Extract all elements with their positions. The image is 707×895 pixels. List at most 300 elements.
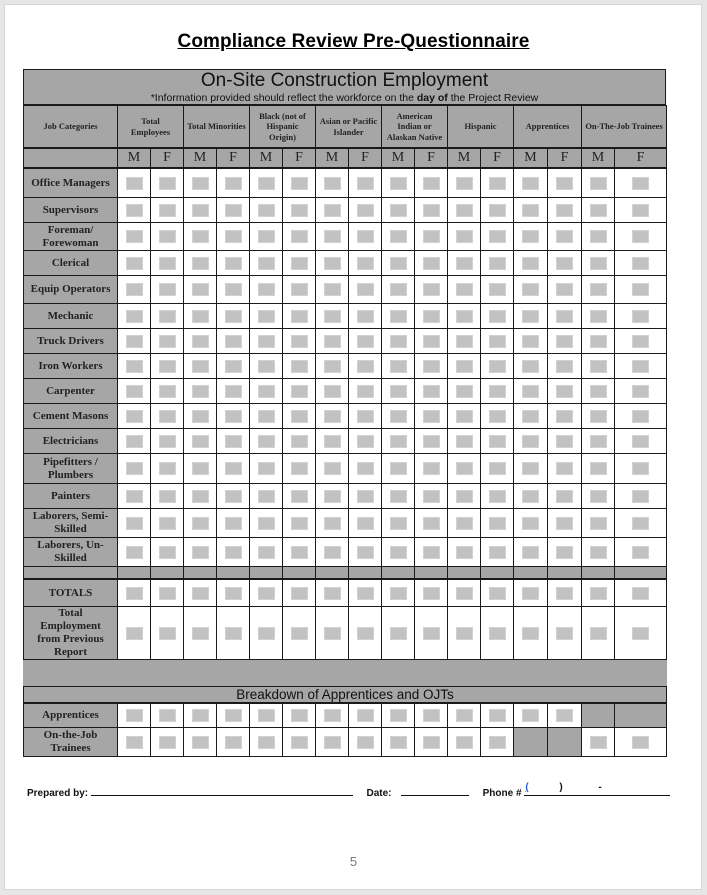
ojt-male-field[interactable] bbox=[456, 736, 473, 749]
job-row-3-female-field[interactable] bbox=[291, 257, 308, 270]
job-row-6-male-field[interactable] bbox=[590, 335, 607, 348]
job-row-14-male-field[interactable] bbox=[126, 546, 143, 559]
job-row-10-female-field[interactable] bbox=[159, 435, 176, 448]
previous-report-male-field[interactable] bbox=[324, 627, 341, 640]
job-row-8-female-field[interactable] bbox=[556, 385, 573, 398]
job-row-12-male-field[interactable] bbox=[324, 490, 341, 503]
job-row-12-female-field[interactable] bbox=[423, 490, 440, 503]
job-row-11-male-field[interactable] bbox=[126, 462, 143, 475]
job-row-14-male-field[interactable] bbox=[258, 546, 275, 559]
job-row-6-female-field[interactable] bbox=[159, 335, 176, 348]
job-row-10-female-field[interactable] bbox=[225, 435, 242, 448]
totals-male-field[interactable] bbox=[590, 587, 607, 600]
job-row-13-male-field[interactable] bbox=[324, 517, 341, 530]
job-row-5-male-field[interactable] bbox=[590, 310, 607, 323]
job-row-12-male-field[interactable] bbox=[590, 490, 607, 503]
job-row-8-female-field[interactable] bbox=[159, 385, 176, 398]
job-row-7-male-field[interactable] bbox=[258, 360, 275, 373]
job-row-4-male-field[interactable] bbox=[126, 283, 143, 296]
job-row-1-male-field[interactable] bbox=[324, 204, 341, 217]
job-row-2-female-field[interactable] bbox=[632, 230, 649, 243]
job-row-14-male-field[interactable] bbox=[192, 546, 209, 559]
job-row-8-male-field[interactable] bbox=[456, 385, 473, 398]
job-row-11-female-field[interactable] bbox=[159, 462, 176, 475]
job-row-6-male-field[interactable] bbox=[456, 335, 473, 348]
job-row-11-male-field[interactable] bbox=[258, 462, 275, 475]
ojt-female-field[interactable] bbox=[225, 736, 242, 749]
job-row-0-female-field[interactable] bbox=[357, 177, 374, 190]
ojt-female-field[interactable] bbox=[291, 736, 308, 749]
job-row-0-female-field[interactable] bbox=[632, 177, 649, 190]
previous-report-male-field[interactable] bbox=[126, 627, 143, 640]
job-row-9-male-field[interactable] bbox=[192, 410, 209, 423]
job-row-7-male-field[interactable] bbox=[324, 360, 341, 373]
job-row-3-male-field[interactable] bbox=[324, 257, 341, 270]
job-row-0-male-field[interactable] bbox=[522, 177, 539, 190]
job-row-11-female-field[interactable] bbox=[357, 462, 374, 475]
job-row-1-male-field[interactable] bbox=[126, 204, 143, 217]
job-row-7-male-field[interactable] bbox=[522, 360, 539, 373]
job-row-13-female-field[interactable] bbox=[291, 517, 308, 530]
previous-report-female-field[interactable] bbox=[159, 627, 176, 640]
ojt-male-field[interactable] bbox=[258, 736, 275, 749]
job-row-1-male-field[interactable] bbox=[456, 204, 473, 217]
job-row-1-female-field[interactable] bbox=[357, 204, 374, 217]
job-row-5-male-field[interactable] bbox=[456, 310, 473, 323]
job-row-13-female-field[interactable] bbox=[357, 517, 374, 530]
job-row-14-female-field[interactable] bbox=[357, 546, 374, 559]
job-row-6-male-field[interactable] bbox=[390, 335, 407, 348]
job-row-4-male-field[interactable] bbox=[522, 283, 539, 296]
job-row-14-female-field[interactable] bbox=[489, 546, 506, 559]
job-row-14-female-field[interactable] bbox=[159, 546, 176, 559]
totals-male-field[interactable] bbox=[522, 587, 539, 600]
totals-male-field[interactable] bbox=[126, 587, 143, 600]
job-row-7-male-field[interactable] bbox=[390, 360, 407, 373]
job-row-2-male-field[interactable] bbox=[456, 230, 473, 243]
job-row-3-female-field[interactable] bbox=[225, 257, 242, 270]
job-row-13-male-field[interactable] bbox=[258, 517, 275, 530]
job-row-8-male-field[interactable] bbox=[390, 385, 407, 398]
apprentices-male-field[interactable] bbox=[192, 709, 209, 722]
job-row-4-male-field[interactable] bbox=[258, 283, 275, 296]
job-row-9-male-field[interactable] bbox=[390, 410, 407, 423]
job-row-1-female-field[interactable] bbox=[423, 204, 440, 217]
job-row-8-male-field[interactable] bbox=[522, 385, 539, 398]
job-row-7-female-field[interactable] bbox=[225, 360, 242, 373]
ojt-male-field[interactable] bbox=[590, 736, 607, 749]
job-row-3-male-field[interactable] bbox=[522, 257, 539, 270]
job-row-6-female-field[interactable] bbox=[489, 335, 506, 348]
job-row-1-female-field[interactable] bbox=[489, 204, 506, 217]
ojt-male-field[interactable] bbox=[126, 736, 143, 749]
job-row-6-male-field[interactable] bbox=[324, 335, 341, 348]
job-row-11-female-field[interactable] bbox=[225, 462, 242, 475]
job-row-10-male-field[interactable] bbox=[390, 435, 407, 448]
job-row-3-male-field[interactable] bbox=[192, 257, 209, 270]
job-row-13-male-field[interactable] bbox=[590, 517, 607, 530]
job-row-12-male-field[interactable] bbox=[192, 490, 209, 503]
job-row-1-female-field[interactable] bbox=[632, 204, 649, 217]
job-row-4-female-field[interactable] bbox=[632, 283, 649, 296]
job-row-13-female-field[interactable] bbox=[556, 517, 573, 530]
job-row-0-male-field[interactable] bbox=[390, 177, 407, 190]
ojt-female-field[interactable] bbox=[489, 736, 506, 749]
job-row-5-female-field[interactable] bbox=[291, 310, 308, 323]
job-row-8-female-field[interactable] bbox=[632, 385, 649, 398]
job-row-1-male-field[interactable] bbox=[590, 204, 607, 217]
job-row-11-male-field[interactable] bbox=[456, 462, 473, 475]
job-row-10-male-field[interactable] bbox=[192, 435, 209, 448]
job-row-13-male-field[interactable] bbox=[456, 517, 473, 530]
job-row-5-male-field[interactable] bbox=[258, 310, 275, 323]
job-row-2-female-field[interactable] bbox=[291, 230, 308, 243]
apprentices-female-field[interactable] bbox=[489, 709, 506, 722]
job-row-13-female-field[interactable] bbox=[632, 517, 649, 530]
job-row-7-female-field[interactable] bbox=[556, 360, 573, 373]
job-row-8-male-field[interactable] bbox=[126, 385, 143, 398]
job-row-3-female-field[interactable] bbox=[632, 257, 649, 270]
job-row-8-female-field[interactable] bbox=[291, 385, 308, 398]
job-row-5-female-field[interactable] bbox=[225, 310, 242, 323]
phone-field[interactable] bbox=[524, 782, 670, 796]
job-row-10-male-field[interactable] bbox=[590, 435, 607, 448]
job-row-9-male-field[interactable] bbox=[522, 410, 539, 423]
job-row-4-female-field[interactable] bbox=[489, 283, 506, 296]
job-row-14-male-field[interactable] bbox=[324, 546, 341, 559]
previous-report-male-field[interactable] bbox=[258, 627, 275, 640]
apprentices-female-field[interactable] bbox=[291, 709, 308, 722]
job-row-9-female-field[interactable] bbox=[632, 410, 649, 423]
apprentices-male-field[interactable] bbox=[324, 709, 341, 722]
job-row-5-female-field[interactable] bbox=[423, 310, 440, 323]
job-row-2-male-field[interactable] bbox=[590, 230, 607, 243]
apprentices-male-field[interactable] bbox=[126, 709, 143, 722]
job-row-10-female-field[interactable] bbox=[632, 435, 649, 448]
ojt-male-field[interactable] bbox=[192, 736, 209, 749]
previous-report-female-field[interactable] bbox=[357, 627, 374, 640]
job-row-2-female-field[interactable] bbox=[556, 230, 573, 243]
job-row-3-male-field[interactable] bbox=[258, 257, 275, 270]
job-row-0-female-field[interactable] bbox=[556, 177, 573, 190]
job-row-4-male-field[interactable] bbox=[390, 283, 407, 296]
job-row-10-male-field[interactable] bbox=[456, 435, 473, 448]
job-row-0-female-field[interactable] bbox=[159, 177, 176, 190]
job-row-4-female-field[interactable] bbox=[357, 283, 374, 296]
job-row-6-female-field[interactable] bbox=[556, 335, 573, 348]
job-row-7-female-field[interactable] bbox=[489, 360, 506, 373]
job-row-8-male-field[interactable] bbox=[258, 385, 275, 398]
job-row-8-male-field[interactable] bbox=[324, 385, 341, 398]
previous-report-female-field[interactable] bbox=[556, 627, 573, 640]
job-row-12-male-field[interactable] bbox=[126, 490, 143, 503]
job-row-8-female-field[interactable] bbox=[225, 385, 242, 398]
apprentices-male-field[interactable] bbox=[456, 709, 473, 722]
job-row-6-female-field[interactable] bbox=[357, 335, 374, 348]
job-row-12-male-field[interactable] bbox=[258, 490, 275, 503]
job-row-3-female-field[interactable] bbox=[489, 257, 506, 270]
job-row-2-female-field[interactable] bbox=[225, 230, 242, 243]
job-row-1-female-field[interactable] bbox=[556, 204, 573, 217]
job-row-12-female-field[interactable] bbox=[291, 490, 308, 503]
job-row-7-female-field[interactable] bbox=[159, 360, 176, 373]
job-row-9-female-field[interactable] bbox=[489, 410, 506, 423]
job-row-7-female-field[interactable] bbox=[357, 360, 374, 373]
job-row-10-male-field[interactable] bbox=[324, 435, 341, 448]
job-row-1-male-field[interactable] bbox=[258, 204, 275, 217]
job-row-1-female-field[interactable] bbox=[291, 204, 308, 217]
ojt-male-field[interactable] bbox=[324, 736, 341, 749]
job-row-0-male-field[interactable] bbox=[126, 177, 143, 190]
job-row-2-male-field[interactable] bbox=[522, 230, 539, 243]
job-row-7-female-field[interactable] bbox=[291, 360, 308, 373]
job-row-12-female-field[interactable] bbox=[489, 490, 506, 503]
job-row-13-female-field[interactable] bbox=[225, 517, 242, 530]
job-row-12-female-field[interactable] bbox=[225, 490, 242, 503]
job-row-10-male-field[interactable] bbox=[126, 435, 143, 448]
job-row-0-male-field[interactable] bbox=[324, 177, 341, 190]
job-row-5-female-field[interactable] bbox=[159, 310, 176, 323]
apprentices-male-field[interactable] bbox=[390, 709, 407, 722]
job-row-9-female-field[interactable] bbox=[225, 410, 242, 423]
totals-female-field[interactable] bbox=[225, 587, 242, 600]
job-row-6-female-field[interactable] bbox=[225, 335, 242, 348]
job-row-10-male-field[interactable] bbox=[258, 435, 275, 448]
job-row-14-female-field[interactable] bbox=[556, 546, 573, 559]
job-row-12-female-field[interactable] bbox=[357, 490, 374, 503]
job-row-0-male-field[interactable] bbox=[456, 177, 473, 190]
job-row-8-female-field[interactable] bbox=[357, 385, 374, 398]
job-row-7-male-field[interactable] bbox=[192, 360, 209, 373]
job-row-6-male-field[interactable] bbox=[522, 335, 539, 348]
job-row-14-male-field[interactable] bbox=[522, 546, 539, 559]
job-row-11-female-field[interactable] bbox=[632, 462, 649, 475]
job-row-8-female-field[interactable] bbox=[489, 385, 506, 398]
job-row-10-female-field[interactable] bbox=[556, 435, 573, 448]
totals-male-field[interactable] bbox=[456, 587, 473, 600]
job-row-12-female-field[interactable] bbox=[159, 490, 176, 503]
job-row-5-female-field[interactable] bbox=[632, 310, 649, 323]
ojt-female-field[interactable] bbox=[357, 736, 374, 749]
job-row-1-female-field[interactable] bbox=[225, 204, 242, 217]
job-row-1-male-field[interactable] bbox=[192, 204, 209, 217]
job-row-11-female-field[interactable] bbox=[291, 462, 308, 475]
job-row-2-male-field[interactable] bbox=[192, 230, 209, 243]
job-row-10-female-field[interactable] bbox=[291, 435, 308, 448]
job-row-2-female-field[interactable] bbox=[489, 230, 506, 243]
totals-female-field[interactable] bbox=[291, 587, 308, 600]
job-row-12-male-field[interactable] bbox=[390, 490, 407, 503]
job-row-9-male-field[interactable] bbox=[456, 410, 473, 423]
job-row-14-female-field[interactable] bbox=[225, 546, 242, 559]
job-row-4-female-field[interactable] bbox=[291, 283, 308, 296]
job-row-7-female-field[interactable] bbox=[632, 360, 649, 373]
job-row-11-male-field[interactable] bbox=[192, 462, 209, 475]
job-row-9-female-field[interactable] bbox=[357, 410, 374, 423]
job-row-4-male-field[interactable] bbox=[590, 283, 607, 296]
ojt-male-field[interactable] bbox=[390, 736, 407, 749]
job-row-13-male-field[interactable] bbox=[522, 517, 539, 530]
job-row-10-female-field[interactable] bbox=[357, 435, 374, 448]
job-row-0-male-field[interactable] bbox=[258, 177, 275, 190]
job-row-4-male-field[interactable] bbox=[192, 283, 209, 296]
previous-report-male-field[interactable] bbox=[522, 627, 539, 640]
prepared-by-field[interactable] bbox=[91, 786, 353, 796]
apprentices-female-field[interactable] bbox=[159, 709, 176, 722]
job-row-4-female-field[interactable] bbox=[423, 283, 440, 296]
previous-report-female-field[interactable] bbox=[423, 627, 440, 640]
job-row-13-male-field[interactable] bbox=[126, 517, 143, 530]
job-row-7-female-field[interactable] bbox=[423, 360, 440, 373]
job-row-6-female-field[interactable] bbox=[291, 335, 308, 348]
job-row-11-male-field[interactable] bbox=[390, 462, 407, 475]
job-row-1-male-field[interactable] bbox=[522, 204, 539, 217]
previous-report-female-field[interactable] bbox=[225, 627, 242, 640]
previous-report-male-field[interactable] bbox=[390, 627, 407, 640]
job-row-4-male-field[interactable] bbox=[456, 283, 473, 296]
job-row-2-male-field[interactable] bbox=[324, 230, 341, 243]
previous-report-female-field[interactable] bbox=[632, 627, 649, 640]
job-row-13-female-field[interactable] bbox=[489, 517, 506, 530]
totals-female-field[interactable] bbox=[556, 587, 573, 600]
job-row-12-male-field[interactable] bbox=[522, 490, 539, 503]
job-row-6-male-field[interactable] bbox=[258, 335, 275, 348]
apprentices-female-field[interactable] bbox=[423, 709, 440, 722]
totals-female-field[interactable] bbox=[489, 587, 506, 600]
totals-male-field[interactable] bbox=[192, 587, 209, 600]
job-row-6-male-field[interactable] bbox=[192, 335, 209, 348]
job-row-4-female-field[interactable] bbox=[225, 283, 242, 296]
totals-female-field[interactable] bbox=[632, 587, 649, 600]
job-row-5-male-field[interactable] bbox=[126, 310, 143, 323]
job-row-14-female-field[interactable] bbox=[291, 546, 308, 559]
job-row-9-female-field[interactable] bbox=[423, 410, 440, 423]
job-row-13-male-field[interactable] bbox=[192, 517, 209, 530]
job-row-11-male-field[interactable] bbox=[590, 462, 607, 475]
job-row-5-male-field[interactable] bbox=[324, 310, 341, 323]
job-row-3-female-field[interactable] bbox=[357, 257, 374, 270]
job-row-11-female-field[interactable] bbox=[489, 462, 506, 475]
job-row-3-male-field[interactable] bbox=[590, 257, 607, 270]
job-row-10-male-field[interactable] bbox=[522, 435, 539, 448]
job-row-14-male-field[interactable] bbox=[456, 546, 473, 559]
ojt-female-field[interactable] bbox=[159, 736, 176, 749]
previous-report-female-field[interactable] bbox=[291, 627, 308, 640]
job-row-0-male-field[interactable] bbox=[590, 177, 607, 190]
job-row-6-male-field[interactable] bbox=[126, 335, 143, 348]
job-row-14-male-field[interactable] bbox=[390, 546, 407, 559]
apprentices-female-field[interactable] bbox=[225, 709, 242, 722]
job-row-2-female-field[interactable] bbox=[423, 230, 440, 243]
job-row-10-female-field[interactable] bbox=[489, 435, 506, 448]
job-row-9-male-field[interactable] bbox=[126, 410, 143, 423]
job-row-5-male-field[interactable] bbox=[522, 310, 539, 323]
job-row-11-male-field[interactable] bbox=[522, 462, 539, 475]
previous-report-male-field[interactable] bbox=[456, 627, 473, 640]
ojt-female-field[interactable] bbox=[423, 736, 440, 749]
job-row-9-male-field[interactable] bbox=[258, 410, 275, 423]
job-row-5-female-field[interactable] bbox=[556, 310, 573, 323]
job-row-10-female-field[interactable] bbox=[423, 435, 440, 448]
job-row-13-female-field[interactable] bbox=[159, 517, 176, 530]
job-row-0-female-field[interactable] bbox=[291, 177, 308, 190]
job-row-9-male-field[interactable] bbox=[590, 410, 607, 423]
apprentices-female-field[interactable] bbox=[357, 709, 374, 722]
job-row-8-male-field[interactable] bbox=[192, 385, 209, 398]
job-row-3-male-field[interactable] bbox=[126, 257, 143, 270]
totals-male-field[interactable] bbox=[324, 587, 341, 600]
job-row-7-male-field[interactable] bbox=[126, 360, 143, 373]
job-row-12-female-field[interactable] bbox=[556, 490, 573, 503]
totals-female-field[interactable] bbox=[357, 587, 374, 600]
job-row-5-male-field[interactable] bbox=[390, 310, 407, 323]
ojt-female-field[interactable] bbox=[632, 736, 649, 749]
job-row-7-male-field[interactable] bbox=[456, 360, 473, 373]
job-row-11-female-field[interactable] bbox=[423, 462, 440, 475]
job-row-2-female-field[interactable] bbox=[357, 230, 374, 243]
job-row-0-female-field[interactable] bbox=[423, 177, 440, 190]
job-row-0-female-field[interactable] bbox=[489, 177, 506, 190]
job-row-2-male-field[interactable] bbox=[390, 230, 407, 243]
job-row-9-female-field[interactable] bbox=[556, 410, 573, 423]
job-row-2-male-field[interactable] bbox=[258, 230, 275, 243]
job-row-11-female-field[interactable] bbox=[556, 462, 573, 475]
job-row-12-male-field[interactable] bbox=[456, 490, 473, 503]
job-row-5-female-field[interactable] bbox=[489, 310, 506, 323]
previous-report-male-field[interactable] bbox=[192, 627, 209, 640]
totals-female-field[interactable] bbox=[423, 587, 440, 600]
job-row-3-male-field[interactable] bbox=[456, 257, 473, 270]
job-row-6-female-field[interactable] bbox=[423, 335, 440, 348]
totals-female-field[interactable] bbox=[159, 587, 176, 600]
totals-male-field[interactable] bbox=[258, 587, 275, 600]
job-row-6-female-field[interactable] bbox=[632, 335, 649, 348]
job-row-0-male-field[interactable] bbox=[192, 177, 209, 190]
job-row-13-male-field[interactable] bbox=[390, 517, 407, 530]
job-row-3-female-field[interactable] bbox=[423, 257, 440, 270]
apprentices-male-field[interactable] bbox=[522, 709, 539, 722]
job-row-4-male-field[interactable] bbox=[324, 283, 341, 296]
job-row-9-female-field[interactable] bbox=[159, 410, 176, 423]
job-row-14-male-field[interactable] bbox=[590, 546, 607, 559]
job-row-8-female-field[interactable] bbox=[423, 385, 440, 398]
job-row-3-female-field[interactable] bbox=[556, 257, 573, 270]
job-row-4-female-field[interactable] bbox=[556, 283, 573, 296]
job-row-4-female-field[interactable] bbox=[159, 283, 176, 296]
previous-report-female-field[interactable] bbox=[489, 627, 506, 640]
job-row-14-female-field[interactable] bbox=[423, 546, 440, 559]
job-row-5-male-field[interactable] bbox=[192, 310, 209, 323]
job-row-2-female-field[interactable] bbox=[159, 230, 176, 243]
job-row-3-male-field[interactable] bbox=[390, 257, 407, 270]
job-row-3-female-field[interactable] bbox=[159, 257, 176, 270]
job-row-14-female-field[interactable] bbox=[632, 546, 649, 559]
date-field[interactable] bbox=[401, 786, 469, 796]
previous-report-male-field[interactable] bbox=[590, 627, 607, 640]
job-row-1-male-field[interactable] bbox=[390, 204, 407, 217]
job-row-0-female-field[interactable] bbox=[225, 177, 242, 190]
apprentices-female-field[interactable] bbox=[556, 709, 573, 722]
totals-male-field[interactable] bbox=[390, 587, 407, 600]
job-row-1-female-field[interactable] bbox=[159, 204, 176, 217]
job-row-13-female-field[interactable] bbox=[423, 517, 440, 530]
job-row-9-male-field[interactable] bbox=[324, 410, 341, 423]
job-row-7-male-field[interactable] bbox=[590, 360, 607, 373]
job-row-2-male-field[interactable] bbox=[126, 230, 143, 243]
job-row-12-female-field[interactable] bbox=[632, 490, 649, 503]
job-row-8-male-field[interactable] bbox=[590, 385, 607, 398]
job-row-11-male-field[interactable] bbox=[324, 462, 341, 475]
